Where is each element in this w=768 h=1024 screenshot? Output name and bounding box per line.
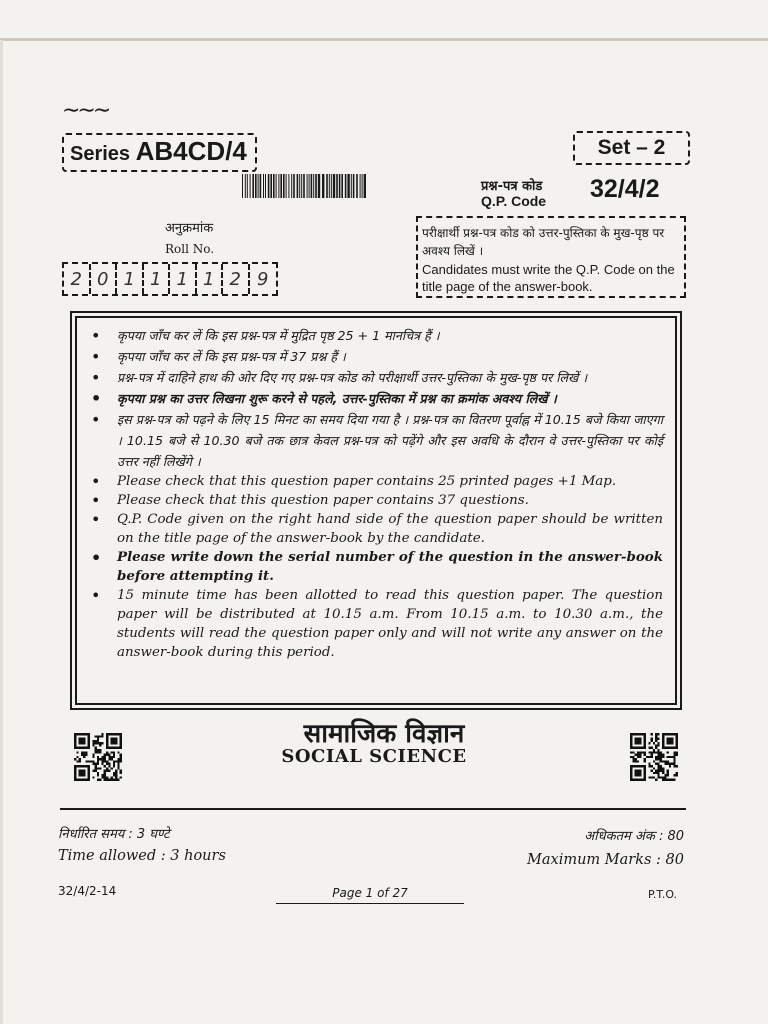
roll-digit: 2 [64,264,91,294]
qp-code-label-hindi: प्रश्न-पत्र कोड [481,179,543,194]
maximum-marks: Maximum Marks : 80 [527,852,684,868]
time-allowed: Time allowed : 3 hours [58,848,226,864]
series-box [62,133,257,172]
candidate-note: Candidates must write the Q.P. Code on the title page of the answer-book. [422,262,675,294]
roll-digit: 0 [91,264,118,294]
page-top-edge [0,38,768,41]
instruction-item: • कृपया प्रश्न का उत्तर लिखना शुरू करने से पहले, उत्तर-पुस्तिका में प्रश्न का क्रमांक अवश्य लिखें । [91,388,663,409]
instruction-item: • Please check that this question paper contains 25 printed pages +1 Map. [91,472,663,491]
instruction-item: • Please write down the serial number of the question in the answer-book before attempting it. [91,548,663,586]
instruction-item: • इस प्रश्न-पत्र को पढ़ने के लिए 15 मिनट का समय दिया गया है । प्रश्न-पत्र का वितरण पूर्वाह्न में 10.15 बजे किया जाएगा । 10.15 बजे से 10.30 बजे तक छात्र केवल प्रश्न-पत्र को पढ़ेंगे और इस अवधि के दौरान वे उत्तर-पुस्तिका पर कोई उत्तर नहीं लिखेंगे । [91,409,663,472]
subject-title: SOCIAL SCIENCE [281,746,467,767]
series-label: Series [70,143,131,165]
page-number: Page 1 of 27 [332,886,408,900]
pto-note: P.T.O. [648,888,678,901]
set-label: Set – 2 [597,136,666,159]
instruction-item: • कृपया जाँच कर लें कि इस प्रश्न-पत्र में मुद्रित पृष्ठ 25 + 1 मानचित्र हैं । [91,325,663,346]
roll-digit: 1 [170,264,197,294]
divider [60,808,686,810]
roll-no-label: Roll No. [165,242,215,256]
footer-paper-code: 32/4/2-14 [58,884,117,898]
page-left-edge [0,40,3,1024]
wave-mark-icon: ∼∼∼ [62,98,109,123]
roll-digit: 1 [197,264,224,294]
instruction-item: • प्रश्न-पत्र में दाहिने हाथ की ओर दिए गए प्रश्न-पत्र कोड को परीक्षार्थी उत्तर-पुस्तिका के मुख-पृष्ठ पर लिखें । [91,367,663,388]
maximum-marks-hindi: अधिकतम अंक : 80 [584,829,684,844]
subject-title-hindi: सामाजिक विज्ञान [303,719,465,749]
instruction-item: • 15 minute time has been allotted to read this question paper. The question paper will be distributed at 10.15 a.m. From 10.15 a.m. to 10.30 a.m., the students will read the question paper only and will not write any answer on the answer-book during this period. [91,586,663,662]
qp-code-value: 32/4/2 [590,175,660,203]
series-code: AB4CD/4 [135,136,247,166]
roll-no-label-hindi: अनुक्रमांक [165,221,214,236]
instruction-item: • कृपया जाँच कर लें कि इस प्रश्न-पत्र में 37 प्रश्न हैं । [91,346,663,367]
qp-code-label: Q.P. Code [481,193,547,209]
time-allowed-hindi: निर्धारित समय : 3 घण्टे [58,827,170,842]
instruction-item: • Q.P. Code given on the right hand side of the question paper should be written on the title page of the answer-book by the candidate. [91,510,663,548]
instructions-inner [75,316,677,705]
page-number-underline [276,903,464,904]
instructions-list [91,325,663,662]
barcode-icon [242,174,368,198]
roll-digit: 1 [117,264,144,294]
candidate-note-box [416,216,686,298]
roll-digit: 2 [223,264,250,294]
roll-digit: 1 [144,264,171,294]
instructions-box [70,311,682,710]
candidate-note-hindi: परीक्षार्थी प्रश्न-पत्र कोड को उत्तर-पुस्तिका के मुख-पृष्ठ पर अवश्य लिखें । [422,226,665,258]
set-box [573,131,690,165]
roll-digit: 9 [257,268,269,290]
roll-no-boxes [62,262,278,296]
instruction-item: • Please check that this question paper contains 37 questions. [91,491,663,510]
